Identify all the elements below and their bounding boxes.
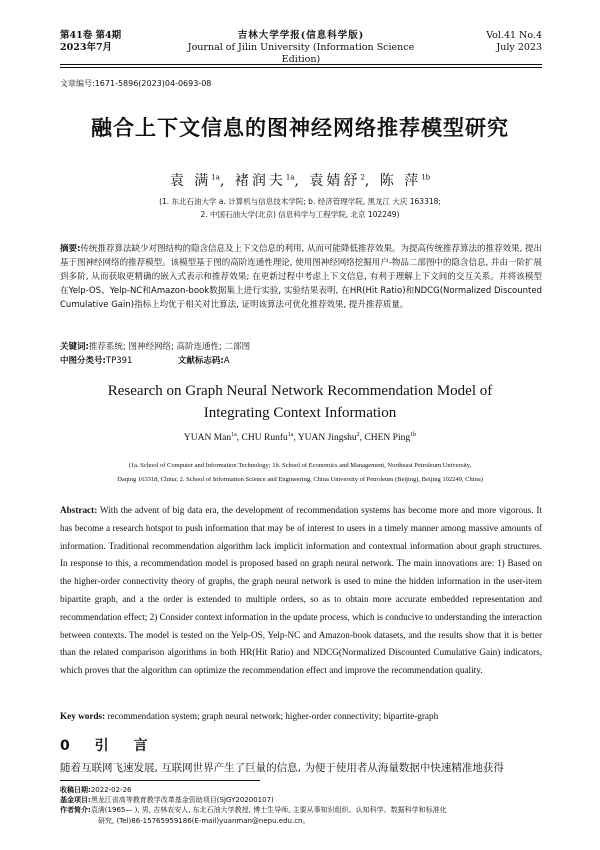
journal-name-en: Journal of Jilin University (Information Science Edition) (187, 42, 415, 65)
abstract-cn (60, 242, 542, 312)
footnote-rule (60, 780, 260, 781)
affiliation-cn-line: 2. 中国石油大学(北京) 信息科学与工程学院, 北京 102249) (200, 210, 400, 219)
affiliation-en-line: Daqing 163318, China; 2. School of Information Science and Engineering, China University of Petroleum (Beijing), Beijing 102249, China) (117, 476, 483, 483)
doc-code-value: A (223, 356, 230, 366)
keywords-en-text: recommendation system; graph neural network; higher-order connectivity; bipartite-graph (107, 711, 439, 721)
author-cn: 袁婧舒$^2$ (309, 173, 365, 189)
journal-header (60, 24, 542, 64)
clc-value: TP391 (105, 356, 133, 366)
author-en: YUAN Man$^{1a}$ (183, 432, 237, 444)
classification-line (60, 354, 230, 366)
affiliation-cn-line: (1. 东北石油大学 a. 计算机与信息技术学院; b. 经济管理学院, 黑龙江 大庆 163318; (159, 197, 441, 206)
article-number: 文章编号:1671-5896(2023)04-0693-08 (60, 79, 212, 88)
footnote-fund: 基金项目:黑龙江省高等教育教学改革基金资助项目(SJGY20200107) (60, 796, 274, 804)
author-cn: 褚润夫$^{1a}$ (234, 173, 295, 189)
journal-name-cn: 吉林大学学报(信息科学版) (237, 30, 365, 41)
keywords-cn-text: 推荐系统; 图神经网络; 高阶连通性; 二部图 (88, 342, 251, 352)
doc-code-label: 文献标志码: (177, 356, 224, 366)
title-en-line: Integrating Context Information (203, 405, 397, 421)
author-cn: 陈 萍$^{1b}$ (379, 173, 431, 189)
header-rule-thin (60, 67, 542, 68)
keywords-cn (60, 340, 250, 352)
volume-issue-cn: 第41卷 第4期 (60, 30, 122, 41)
title-en-line: Research on Graph Neural Network Recommendation Model of (107, 383, 493, 399)
abstract-cn-text: 传统推荐算法缺少对图结构的隐含信息及上下文信息的利用, 从而可能降低推荐效果。为提高传统推荐算法的推荐效果, 提出基于图神经网络的推荐模型。该模型基于图的高阶连通性理论, 使用图神经网络挖掘用户-物品二部图中的隐含信息, 并由一阶扩展到多阶, 从而获取更精确的嵌入式表示和推荐效果; 在更新过程中考虑上下文信息, 有利于理解上下文间的交互关系。并将该模型在Yelp-OS、Yelp-NC和Amazon-book数据集上进行实验, 实验结果表明, 在HR(Hit Ratio)和NDCG(Normalized Discounted Cumulative Gain)指标上均优于相关对比算法, 证明该算法可优化推荐效果, 提升推荐质量。 (60, 244, 542, 310)
header-rule-thick (60, 64, 542, 65)
author-en: CHU Runfu$^{1a}$ (241, 432, 294, 444)
volume-issue-en: Vol.41 No.4 (486, 30, 542, 41)
date-en: July 2023 (496, 42, 542, 53)
section-heading-introduction: 0 引 言 (60, 738, 158, 754)
abstract-en-label: Abstract: (60, 505, 98, 515)
clc-label: 中图分类号: (60, 356, 106, 366)
abstract-cn-label: 摘要: (60, 244, 81, 254)
intro-first-line: 随着互联网飞速发展, 互联网世界产生了巨量的信息, 为便于使用者从海量数据中快速精准地获得 (60, 762, 504, 774)
author-en: CHEN Ping$^{1b}$ (364, 432, 417, 444)
abstract-en-text: With the advent of big data era, the development of recommendation systems has become more and more vigorous. It has become a research hotspot to push information that may be of interest to users in a timely manner among massive amounts of information. Traditional recommendation algorithm lack implicit information and contextual information about graph structures. In response to this, a recommendation model is proposed based on graph neural network. The main innovations are: 1) Based on the higher-order connectivity theory of graphs, the graph neural network is used to mine the hidden information in the user-item bipartite graph, and a the order is extended to multiple orders, so as to obtain more accurate embedded representation and recommendation effect; 2) Consider context information in the update process, which is conducive to understanding the interaction between contexts. The model is tested on the Yelp-OS, Yelp-NC and Amazon-book datasets, and the results show that it is better than the related comparison algorithms in both HR(Hit Ratio) and NDCG(Normalized Discounted Cumulative Gain) indicators, which proves that the algorithm can optimize the recommendation effect and improve the recommendation quality. (60, 505, 542, 676)
date-cn: 2023年7月 (60, 42, 113, 53)
title-cn: 融合上下文信息的图神经网络推荐模型研究 (91, 116, 509, 140)
keywords-cn-label: 关键词: (60, 342, 89, 352)
footnote-author-bio: 作者简介:袁满(1965— ), 男, 吉林农安人, 东北石油大学教授, 博士生导师, 主要从事知识组织、认知科学、数据科学和标准化 (60, 806, 447, 814)
authors-cn: 袁 满$^{1a}$, 褚润夫$^{1a}$, 袁婧舒$^2$, 陈 萍$^{1b}$ (169, 173, 431, 189)
header-right (486, 30, 542, 54)
abstract-en (60, 502, 542, 680)
keywords-en (60, 711, 560, 721)
footnote-author-bio-cont: 研究, (Tel)86-15765959186(E-mail)yuanman@nepu.edu.cn。 (98, 817, 310, 825)
affiliation-en-line: (1a. School of Computer and Information Technology; 1b. School of Economics and Management, Northeast Petroleum University, (128, 462, 472, 469)
title-en (40, 380, 560, 424)
header-center (180, 30, 422, 66)
author-en: YUAN Jingshu$^2$ (297, 432, 360, 444)
footnote-received: 收稿日期:2022-02-26 (60, 786, 132, 794)
authors-en: YUAN Man$^{1a}$, CHU Runfu$^{1a}$, YUAN Jingshu$^2$, CHEN Ping$^{1b}$ (183, 432, 417, 444)
keywords-en-label: Key words: (60, 711, 106, 721)
header-left (60, 30, 121, 54)
author-cn: 袁 满$^{1a}$ (169, 173, 220, 189)
